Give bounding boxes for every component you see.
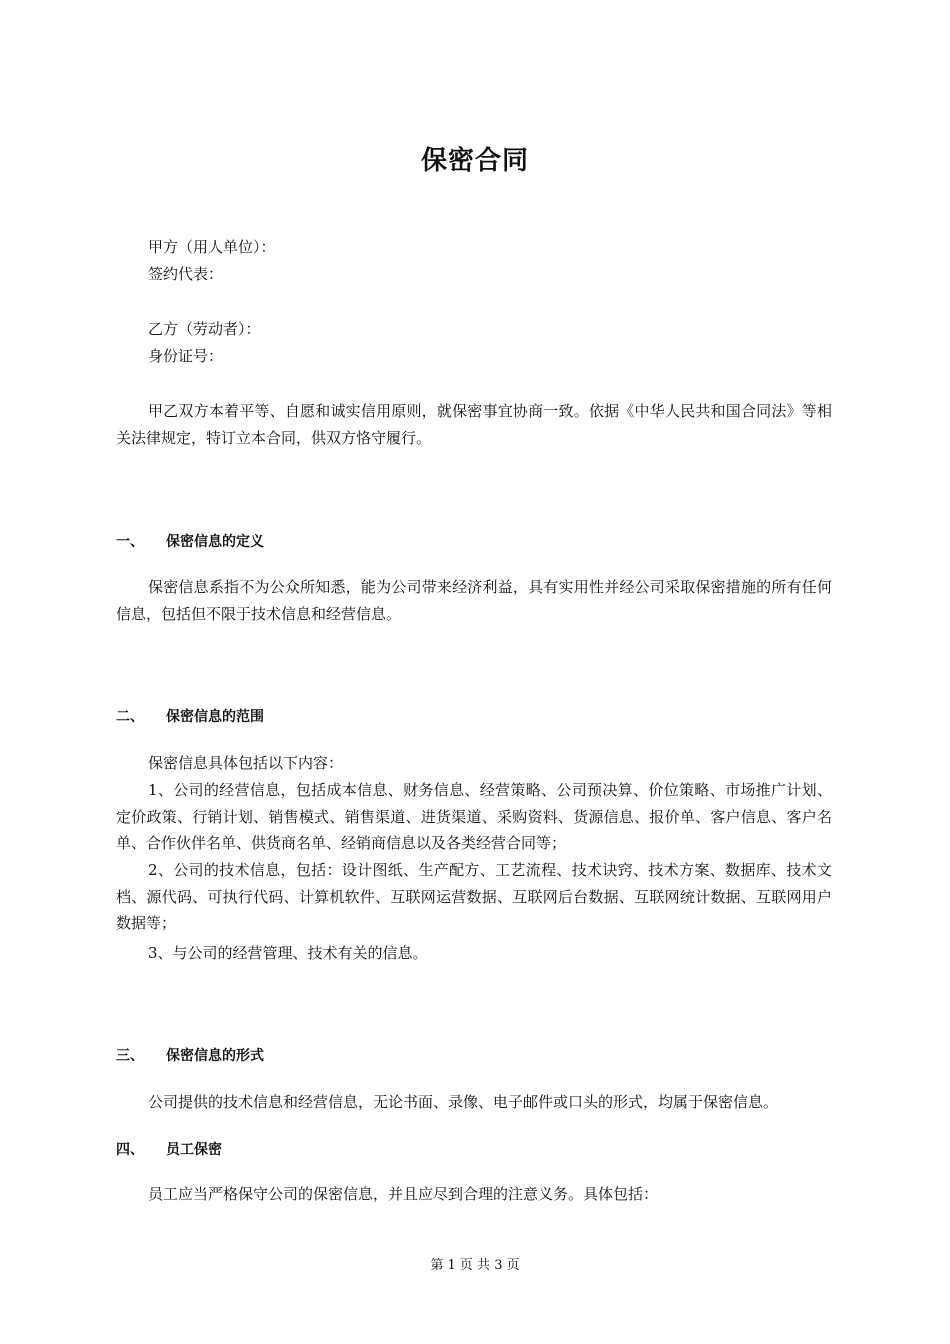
section-2-title: 保密信息的范围 — [166, 709, 264, 725]
party-b-id-label: 身份证号： — [148, 347, 224, 365]
section-2-intro: 保密信息具体包括以下内容： — [148, 754, 344, 772]
page-footer: 第 1 页 共 3 页 — [430, 1258, 520, 1273]
section-3-title: 保密信息的形式 — [166, 1048, 264, 1064]
party-a-rep-label: 签约代表： — [148, 265, 224, 283]
section-2-item-3: 3、与公司的经营管理、技术有关的信息。 — [148, 944, 428, 962]
section-3-paragraph: 公司提供的技术信息和经营信息，无论书面、录像、电子邮件或口头的形式，均属于保密信息。 — [148, 1093, 779, 1111]
document-title: 保密合同 — [420, 146, 529, 176]
section-4-title: 员工保密 — [166, 1142, 222, 1158]
section-2-item-1: 1、公司的经营信息，包括成本信息、财务信息、经营策略、公司预决算、价位策略、市场推广计划、定价政策、行销计划、销售模式、销售渠道、进货渠道、采购资料、货源信息、报价单、客户信息、客户名单、合作伙伴名单、供货商名单、经销商信息以及各类经营合同等； — [116, 781, 832, 852]
section-1-number: 一、 — [116, 534, 144, 550]
section-1-title: 保密信息的定义 — [166, 534, 264, 550]
party-b-label: 乙方（劳动者）： — [148, 320, 261, 338]
section-4-number: 四、 — [116, 1142, 144, 1158]
section-4-paragraph: 员工应当严格保守公司的保密信息，并且应尽到合理的注意义务。具体包括： — [148, 1185, 659, 1203]
section-2-number: 二、 — [116, 709, 144, 725]
section-3-number: 三、 — [116, 1048, 144, 1064]
party-a-label: 甲方（用人单位）： — [148, 238, 276, 256]
preamble-paragraph: 甲乙双方本着平等、自愿和诚实信用原则，就保密事宜协商一致。依据《中华人民共和国合同法》等相关法律规定，特订立本合同，供双方恪守履行。 — [116, 402, 832, 447]
section-2-item-2: 2、公司的技术信息，包括：设计图纸、生产配方、工艺流程、技术诀窍、技术方案、数据库、技术文档、源代码、可执行代码、计算机软件、互联网运营数据、互联网后台数据、互联网统计数据、互联网用户数据等； — [116, 861, 832, 932]
section-1-paragraph: 保密信息系指不为公众所知悉，能为公司带来经济利益，具有实用性并经公司采取保密措施的所有任何信息，包括但不限于技术信息和经营信息。 — [116, 578, 832, 623]
